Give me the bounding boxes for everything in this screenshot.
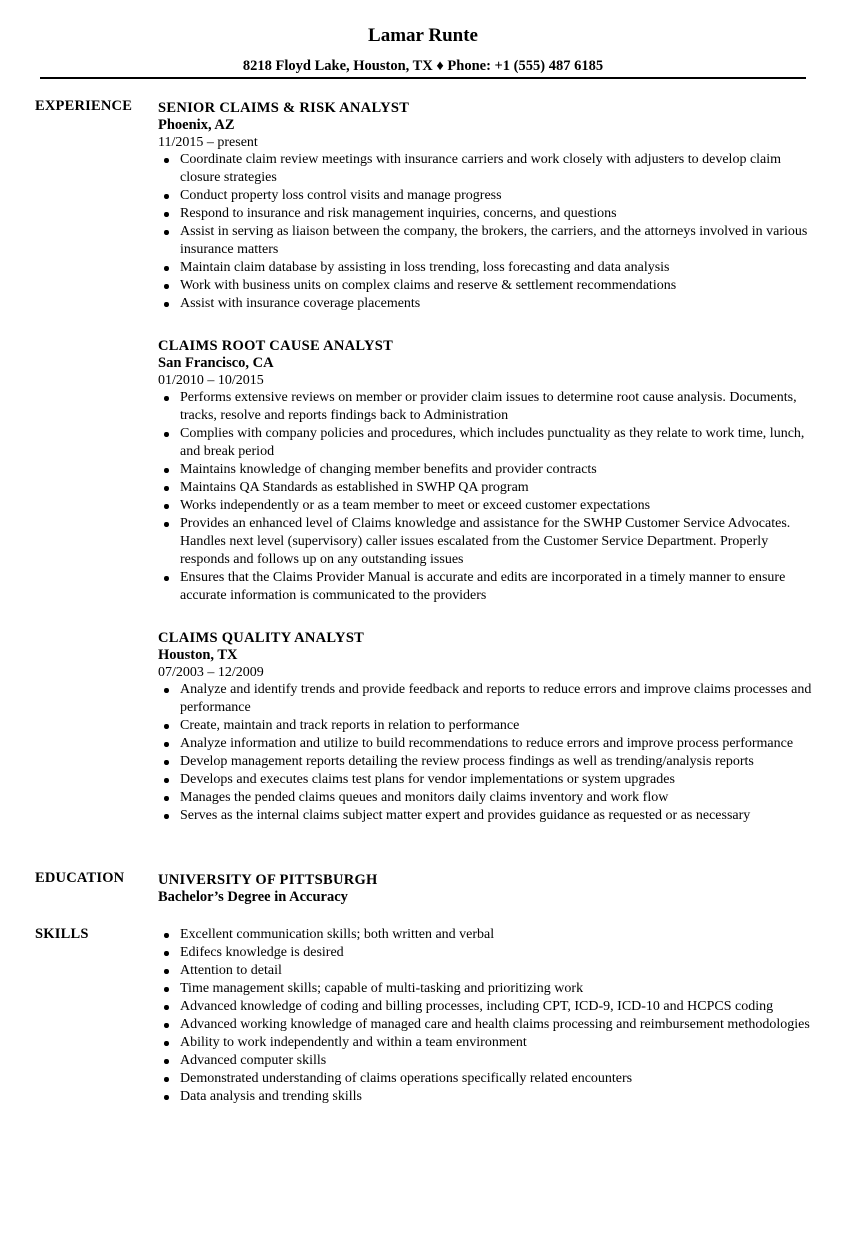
list-item: Analyze and identify trends and provide feedback and reports to reduce errors and improve claims processes and performance	[158, 681, 818, 717]
skills-section-label: SKILLS	[35, 926, 89, 942]
list-item: Advanced knowledge of coding and billing processes, including CPT, ICD-9, ICD-10 and HCPCS coding	[158, 998, 818, 1016]
skills-list	[158, 926, 818, 1106]
job-dates: 07/2003 – 12/2009	[158, 665, 264, 680]
candidate-name: Lamar Runte	[368, 25, 478, 46]
list-item: Maintain claim database by assisting in loss trending, loss forecasting and data analysis	[158, 259, 818, 277]
list-item: Respond to insurance and risk management inquiries, concerns, and questions	[158, 205, 818, 223]
job-dates: 11/2015 – present	[158, 135, 258, 150]
list-item: Maintains knowledge of changing member benefits and provider contracts	[158, 461, 818, 479]
list-item: Provides an enhanced level of Claims knowledge and assistance for the SWHP Customer Service Advocates. Handles next level (supervisory) caller issues escalated from the Customer Service Department. Properly responds and follows up on any outstanding issues	[158, 515, 818, 569]
header-divider	[40, 77, 806, 79]
list-item: Demonstrated understanding of claims operations specifically related encounters	[158, 1070, 818, 1088]
job-bullets	[158, 681, 818, 825]
experience-entry	[158, 99, 818, 313]
list-item: Attention to detail	[158, 962, 818, 980]
job-title: SENIOR CLAIMS & RISK ANALYST	[158, 100, 410, 116]
contact-line: 8218 Floyd Lake, Houston, TX ♦ Phone: +1 (555) 487 6185	[242, 58, 604, 74]
job-title: CLAIMS ROOT CAUSE ANALYST	[158, 338, 394, 354]
list-item: Develops and executes claims test plans for vendor implementations or system upgrades	[158, 771, 818, 789]
job-location: San Francisco, CA	[158, 355, 274, 371]
list-item: Ensures that the Claims Provider Manual is accurate and edits are incorporated in a timely manner to ensure accurate information is communicated to the providers	[158, 569, 818, 605]
education-section-label: EDUCATION	[35, 870, 125, 886]
list-item: Works independently or as a team member to meet or exceed customer expectations	[158, 497, 818, 515]
skills-entry	[158, 926, 818, 1106]
list-item: Performs extensive reviews on member or provider claim issues to determine root cause analysis. Documents, tracks, resolve and reports findings back to Administration	[158, 389, 818, 425]
job-title: CLAIMS QUALITY ANALYST	[158, 630, 365, 646]
list-item: Maintains QA Standards as established in SWHP QA program	[158, 479, 818, 497]
list-item: Coordinate claim review meetings with insurance carriers and work closely with adjusters to develop claim closure strategies	[158, 151, 818, 187]
list-item: Edifecs knowledge is desired	[158, 944, 818, 962]
list-item: Assist with insurance coverage placements	[158, 295, 818, 313]
list-item: Ability to work independently and within a team environment	[158, 1034, 818, 1052]
list-item: Time management skills; capable of multi-tasking and prioritizing work	[158, 980, 818, 998]
list-item: Conduct property loss control visits and manage progress	[158, 187, 818, 205]
list-item: Create, maintain and track reports in relation to performance	[158, 717, 818, 735]
list-item: Analyze information and utilize to build recommendations to reduce errors and improve process performance	[158, 735, 818, 753]
experience-section-label: EXPERIENCE	[35, 98, 133, 114]
job-location: Houston, TX	[158, 647, 238, 663]
job-bullets	[158, 151, 818, 313]
list-item: Advanced computer skills	[158, 1052, 818, 1070]
job-dates: 01/2010 – 10/2015	[158, 373, 264, 388]
list-item: Excellent communication skills; both written and verbal	[158, 926, 818, 944]
list-item: Complies with company policies and procedures, which includes punctuality as they relate to work time, lunch, and break period	[158, 425, 818, 461]
list-item: Develop management reports detailing the review process findings as well as trending/analysis reports	[158, 753, 818, 771]
job-bullets	[158, 389, 818, 605]
list-item: Work with business units on complex claims and reserve & settlement recommendations	[158, 277, 818, 295]
education-entry	[158, 871, 818, 906]
list-item: Assist in serving as liaison between the company, the brokers, the carriers, and the attorneys involved in various insurance matters	[158, 223, 818, 259]
school-name: UNIVERSITY OF PITTSBURGH	[158, 872, 378, 888]
experience-entry	[158, 629, 818, 825]
job-location: Phoenix, AZ	[158, 117, 235, 133]
degree: Bachelor’s Degree in Accuracy	[158, 889, 348, 905]
list-item: Advanced working knowledge of managed care and health claims processing and reimbursement methodologies	[158, 1016, 818, 1034]
experience-entry	[158, 337, 818, 605]
list-item: Serves as the internal claims subject matter expert and provides guidance as requested or as necessary	[158, 807, 818, 825]
list-item: Data analysis and trending skills	[158, 1088, 818, 1106]
list-item: Manages the pended claims queues and monitors daily claims inventory and work flow	[158, 789, 818, 807]
